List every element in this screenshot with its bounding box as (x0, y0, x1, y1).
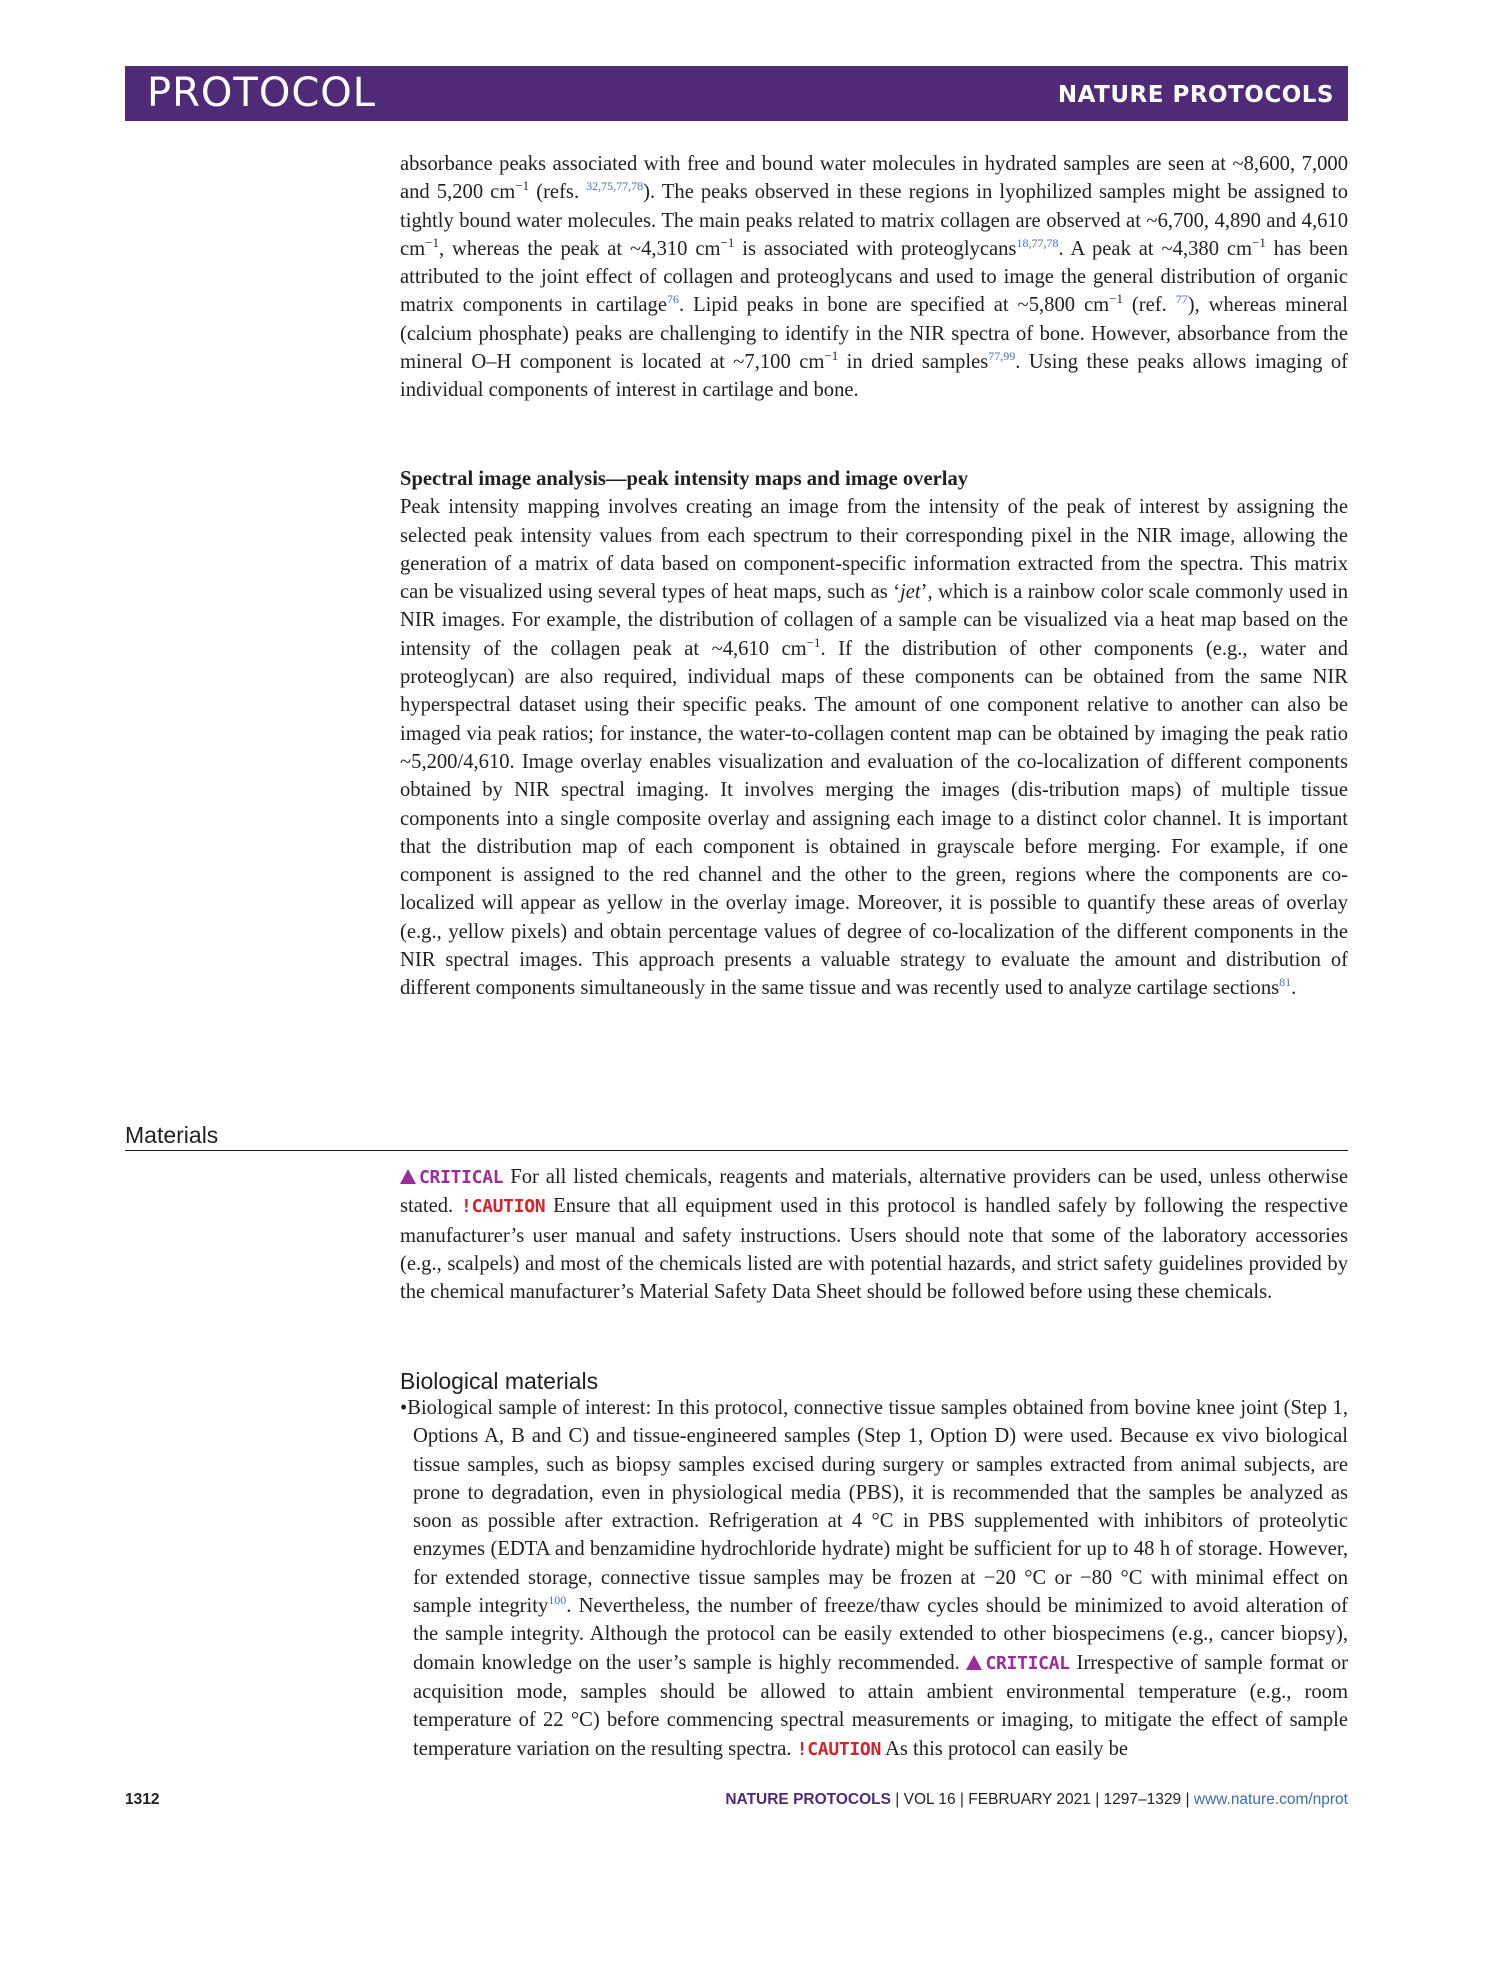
reference-link[interactable]: 18,77,78 (1016, 236, 1059, 251)
separator: | (955, 1791, 969, 1808)
separator: | (1090, 1791, 1104, 1808)
section-subheading: Spectral image analysis—peak intensity maps and image overlay (400, 468, 969, 490)
caution-label: !CAUTION (461, 1196, 546, 1218)
text-run: . (1291, 977, 1297, 1000)
unit-exponent: −1 (824, 348, 839, 364)
footer-date: FEBRUARY 2021 (968, 1791, 1091, 1808)
footer-volume: VOL 16 (903, 1791, 956, 1808)
text-run: (refs. (529, 181, 587, 204)
text-run: As this protocol can easily be (881, 1737, 1129, 1760)
bullet-icon: • (400, 1397, 408, 1419)
article-type-label: PROTOCOL (147, 70, 377, 116)
text-run: . Nevertheless, the number of freeze/thaw cycles should be minimized to avoid alteration of the sample integrity. Although the protocol can be easily extended to other biospecimens (e.g., cancer biopsy), domain knowledge on the user’s sample is highly recommended. (413, 1595, 1348, 1674)
unit-exponent: −1 (515, 178, 530, 194)
reference-link[interactable]: 81 (1279, 975, 1292, 990)
materials-notice (400, 1163, 1348, 1306)
critical-triangle-icon (400, 1169, 416, 1184)
text-run: . Lipid peaks in bone are specified at ~5,800 cm (679, 294, 1110, 317)
text-run: Biological sample of interest: In this protocol, connective tissue samples obtained from bovine knee joint (Step 1, Options A, B and C) and tissue-engineered samples (Step 1, Option D) were used. Because ex vivo biological tissue samples, such as biopsy samples excised during surgery or samples extracted from animal subjects, are prone to degradation, even in physiological media (PBS), it is recommended that the samples be analyzed as soon as possible after extraction. Refrigeration at 4 °C in PBS supplemented with inhibitors of proteolytic enzymes (EDTA and benzamidine hydrochloride hydrate) might be sufficient for up to 48 h of storage. However, for extended storage, connective tissue samples may be frozen at −20 °C or −80 °C with minimal effect on sample integrity (407, 1397, 1348, 1618)
journal-url-link[interactable]: www.nature.com/nprot (1193, 1791, 1348, 1808)
reference-link[interactable]: 77,99 (988, 349, 1016, 364)
critical-label: CRITICAL (985, 1652, 1070, 1674)
intro-paragraph (400, 150, 1348, 405)
text-run: . Using these peaks allows imaging of individual components of interest in cartilage and bone. (400, 351, 1348, 402)
text-run: ), whereas mineral (calcium phosphate) peaks are challenging to identify in the NIR spectra of bone. However, absorbance from the mineral O–H component is located at ~7,100 cm (400, 294, 1348, 374)
text-run: has been attributed to the joint effect of collagen and proteoglycans and used to image the general distribution of organic matrix components in cartilage (400, 237, 1349, 317)
text-run: ’, which is a rainbow color scale commonly used in NIR images. For example, the distribution of collagen of a sample can be visualized via a heat map based on the intensity of the collagen peak at ~4,610 cm (400, 581, 1348, 660)
separator: | (1181, 1791, 1194, 1808)
text-run: ). The peaks observed in these regions in lyophilized samples might be assigned to tightly bound water molecules. The main peaks related to matrix collagen are observed at ~6,700, 4,890 and 4,610 cm (400, 181, 1348, 260)
text-run: Peak intensity mapping involves creating an image from the intensity of the peak of interest by assigning the selected peak intensity values from each spectrum to their corresponding pixel in the NIR image, allowing the generation of a matrix of data based on component-specific information extracted from the spectra. This matrix can be visualized using several types of heat maps, such as ‘ (400, 496, 1348, 604)
separator: | (890, 1791, 904, 1808)
italic-term: jet (900, 581, 921, 604)
text-run: For all listed chemicals, reagents and materials, alternative providers can be used, unless otherwise stated. (400, 1166, 1348, 1218)
text-run: , whereas the peak at ~4,310 cm (439, 237, 721, 260)
materials-heading: Materials (125, 1122, 219, 1148)
biological-materials-list (400, 1394, 1348, 1764)
reference-link[interactable]: 100 (548, 1593, 567, 1608)
critical-triangle-icon (966, 1655, 982, 1670)
unit-exponent: −1 (1252, 235, 1266, 251)
reference-link[interactable]: 77 (1175, 292, 1188, 307)
text-run: (ref. (1122, 294, 1176, 317)
list-item (400, 1394, 1348, 1764)
caution-label: !CAUTION (796, 1738, 881, 1760)
journal-name-header: NATURE PROTOCOLS (1057, 82, 1334, 108)
page-number: 1312 (125, 1791, 160, 1808)
unit-exponent: −1 (425, 235, 440, 251)
text-run: Irrespective of sample format or acquisition mode, samples should be allowed to attain ambient environmental temperature (e.g., room temperature of 22 °C) before commencing spectral measurements or imaging, to mitigate the effect of sample temperature variation on the resulting spectra. (413, 1651, 1348, 1760)
text-run: is associated with proteoglycans (734, 237, 1017, 260)
header-banner (125, 66, 1348, 121)
text-run: . A peak at ~4,380 cm (1058, 237, 1253, 260)
footer-journal: NATURE PROTOCOLS (725, 1791, 891, 1808)
biological-materials-heading: Biological materials (400, 1368, 599, 1394)
section-divider (125, 1150, 1348, 1151)
text-run: . If the distribution of other components (e.g., water and proteoglycan) are also required, individual maps of these components can be obtained from the same NIR hyperspectral dataset using their specific peaks. The amount of one component relative to another can also be imaged via peak ratios; for instance, the water-to-collagen content map can be obtained by imaging the peak ratio ~5,200/4,610. Image overlay enables visualization and evaluation of the co-localization of different components obtained by NIR spectral imaging. It involves merging the images (dis-tribution maps) of multiple tissue components into a single composite overlay and assigning each image to a distinct color channel. It is important that the distribution map of each component is obtained in grayscale before merging. For example, if one component is assigned to the red channel and the other to the green, regions where the components are co-localized will appear as yellow in the overlay image. Moreover, it is possible to quantify these areas of overlay (e.g., yellow pixels) and obtain percentage values of degree of co-localization of the different components in the NIR spectral images. This approach presents a valuable strategy to evaluate the amount and distribution of different components simultaneously in the same tissue and was recently used to analyze cartilage sections (400, 637, 1348, 1000)
text-run: in dried samples (838, 351, 989, 374)
unit-exponent: −1 (720, 235, 735, 251)
footer-citation (725, 1790, 1348, 1810)
reference-link[interactable]: 76 (667, 292, 679, 307)
unit-exponent: −1 (1109, 291, 1123, 307)
spectral-analysis-section (400, 465, 1348, 1003)
unit-exponent: −1 (806, 634, 821, 650)
text-run: absorbance peaks associated with free and bound water molecules in hydrated samples are seen at ~8,600, 7,000 and 5,200 cm (400, 153, 1348, 204)
footer-pages: 1297–1329 (1103, 1791, 1182, 1808)
critical-label: CRITICAL (419, 1167, 504, 1188)
text-run: Ensure that all equipment used in this protocol is handled safely by following the respective manufacturer’s user manual and safety instructions. Users should note that some of the laboratory accessories (e.g., scalpels) and most of the chemicals listed are with potential hazards, and strict safety guidelines provided by the chemical manufacturer’s Material Safety Data Sheet should be followed before using these chemicals. (400, 1195, 1348, 1304)
reference-link[interactable]: 32,75,77,78 (586, 179, 644, 194)
